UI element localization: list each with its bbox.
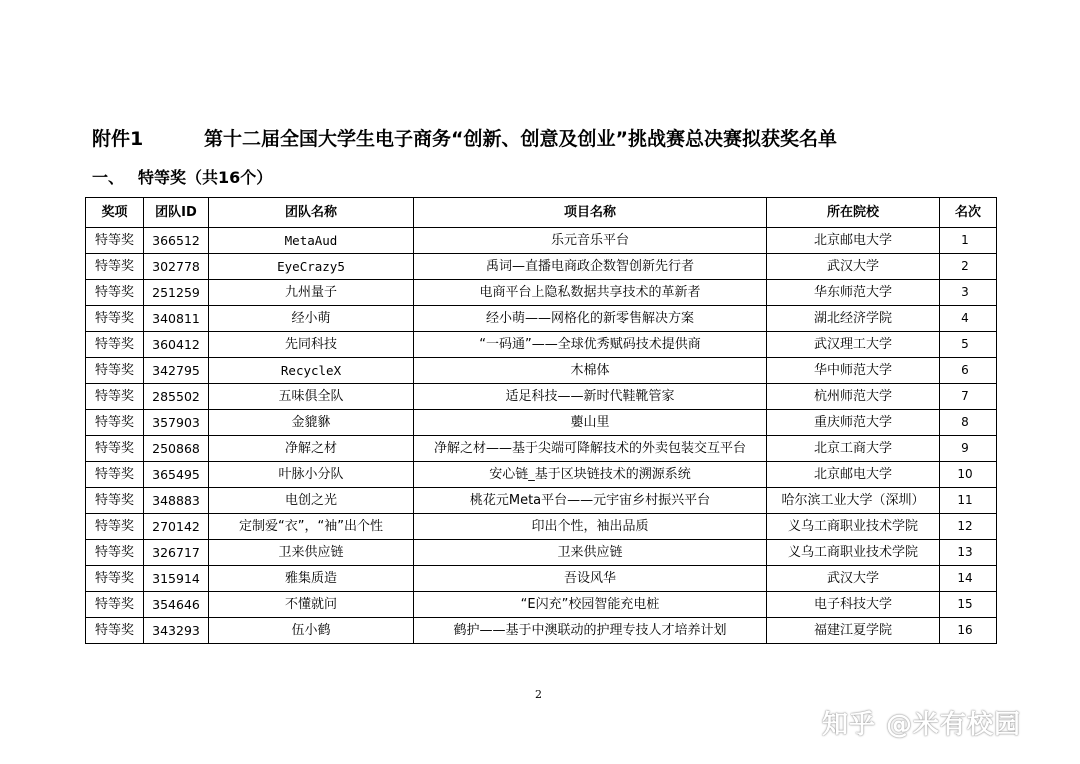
table-row [86,592,997,618]
table-row [86,462,997,488]
rank-cell: 5 [940,332,997,358]
header-award: 奖项 [86,198,144,228]
school-cell: 华中师范大学 [767,358,940,384]
rank-cell: 13 [940,540,997,566]
award-cell: 特等奖 [86,540,144,566]
rank-cell: 6 [940,358,997,384]
table-row [86,410,997,436]
team-id-cell: 326717 [144,540,209,566]
table-row [86,280,997,306]
school-cell: 北京工商大学 [767,436,940,462]
team-id-cell: 270142 [144,514,209,540]
table-row [86,228,997,254]
header-rank: 名次 [940,198,997,228]
table-row [86,618,997,644]
project-name-cell: “E闪充”校园智能充电桩 [414,592,767,618]
team-id-cell: 340811 [144,306,209,332]
table-row [86,306,997,332]
award-cell: 特等奖 [86,514,144,540]
rank-cell: 1 [940,228,997,254]
table-row [86,332,997,358]
team-name-cell: 五味俱全队 [209,384,414,410]
award-cell: 特等奖 [86,358,144,384]
school-cell: 北京邮电大学 [767,462,940,488]
watermark: 知乎 @米有校园 [822,710,1022,740]
header-team-name: 团队名称 [209,198,414,228]
project-name-cell: 适足科技——新时代鞋靴管家 [414,384,767,410]
team-id-cell: 348883 [144,488,209,514]
team-id-cell: 365495 [144,462,209,488]
award-cell: 特等奖 [86,384,144,410]
team-name-cell: 净解之材 [209,436,414,462]
section-title: 特等奖（共16个） [138,168,273,187]
award-cell: 特等奖 [86,228,144,254]
team-name-cell: 定制爱“衣”，“袖”出个性 [209,514,414,540]
team-name-cell: 卫来供应链 [209,540,414,566]
award-cell: 特等奖 [86,436,144,462]
rank-cell: 11 [940,488,997,514]
rank-cell: 3 [940,280,997,306]
school-cell: 电子科技大学 [767,592,940,618]
rank-cell: 14 [940,566,997,592]
rank-cell: 16 [940,618,997,644]
school-cell: 武汉理工大学 [767,332,940,358]
award-cell: 特等奖 [86,618,144,644]
award-cell: 特等奖 [86,332,144,358]
school-cell: 北京邮电大学 [767,228,940,254]
rank-cell: 4 [940,306,997,332]
project-name-cell: “一码通”——全球优秀赋码技术提供商 [414,332,767,358]
team-id-cell: 366512 [144,228,209,254]
table-row [86,254,997,280]
team-id-cell: 285502 [144,384,209,410]
section-heading [92,165,272,188]
school-cell: 哈尔滨工业大学（深圳） [767,488,940,514]
team-id-cell: 343293 [144,618,209,644]
award-cell: 特等奖 [86,462,144,488]
team-name-cell: 先同科技 [209,332,414,358]
header-team-id: 团队ID [144,198,209,228]
award-cell: 特等奖 [86,410,144,436]
project-name-cell: 经小萌——网格化的新零售解决方案 [414,306,767,332]
project-name-cell: 鹤护——基于中澳联动的护理专技人才培养计划 [414,618,767,644]
page-number: 2 [535,688,542,701]
rank-cell: 9 [940,436,997,462]
school-cell: 武汉大学 [767,254,940,280]
school-cell: 华东师范大学 [767,280,940,306]
team-id-cell: 357903 [144,410,209,436]
award-cell: 特等奖 [86,592,144,618]
project-name-cell: 卫来供应链 [414,540,767,566]
school-cell: 义乌工商职业技术学院 [767,514,940,540]
rank-cell: 2 [940,254,997,280]
header-project-name: 项目名称 [414,198,767,228]
project-name-cell: 木棉体 [414,358,767,384]
rank-cell: 8 [940,410,997,436]
team-name-cell: 经小萌 [209,306,414,332]
award-cell: 特等奖 [86,280,144,306]
rank-cell: 15 [940,592,997,618]
team-name-cell: 金貔貅 [209,410,414,436]
team-id-cell: 302778 [144,254,209,280]
table-body [86,228,997,644]
rank-cell: 7 [940,384,997,410]
award-cell: 特等奖 [86,254,144,280]
table-row [86,566,997,592]
project-name-cell: 乐元音乐平台 [414,228,767,254]
team-id-cell: 360412 [144,332,209,358]
table-row [86,540,997,566]
section-number: 一、 [92,168,125,187]
team-id-cell: 354646 [144,592,209,618]
table-row [86,358,997,384]
rank-cell: 12 [940,514,997,540]
project-name-cell: 吾设风华 [414,566,767,592]
team-id-cell: 315914 [144,566,209,592]
award-cell: 特等奖 [86,566,144,592]
school-cell: 重庆师范大学 [767,410,940,436]
project-name-cell: 禹词—直播电商政企数智创新先行者 [414,254,767,280]
school-cell: 福建江夏学院 [767,618,940,644]
project-name-cell: 桃花元Meta平台——元宇宙乡村振兴平台 [414,488,767,514]
school-cell: 武汉大学 [767,566,940,592]
table-row [86,514,997,540]
team-name-cell: EyeCrazy5 [209,254,414,280]
table-row [86,384,997,410]
table-row [86,488,997,514]
project-name-cell: 安心链_基于区块链技术的溯源系统 [414,462,767,488]
team-name-cell: 伍小鹤 [209,618,414,644]
school-cell: 湖北经济学院 [767,306,940,332]
awards-table [85,197,997,644]
project-name-cell: 蘡山里 [414,410,767,436]
team-id-cell: 250868 [144,436,209,462]
school-cell: 义乌工商职业技术学院 [767,540,940,566]
rank-cell: 10 [940,462,997,488]
team-name-cell: 不懂就问 [209,592,414,618]
project-name-cell: 电商平台上隐私数据共享技术的革新者 [414,280,767,306]
school-cell: 杭州师范大学 [767,384,940,410]
table-header-row [86,198,997,228]
attachment-label: 附件1 [92,128,144,150]
team-id-cell: 342795 [144,358,209,384]
team-name-cell: 雅集质造 [209,566,414,592]
team-name-cell: MetaAud [209,228,414,254]
project-name-cell: 净解之材——基于尖端可降解技术的外卖包装交互平台 [414,436,767,462]
document-title: 第十二届全国大学生电子商务“创新、创意及创业”挑战赛总决赛拟获奖名单 [204,128,837,150]
team-name-cell: 叶脉小分队 [209,462,414,488]
award-cell: 特等奖 [86,306,144,332]
table-row [86,436,997,462]
header-school: 所在院校 [767,198,940,228]
team-name-cell: 电创之光 [209,488,414,514]
team-name-cell: RecycleX [209,358,414,384]
team-id-cell: 251259 [144,280,209,306]
team-name-cell: 九州量子 [209,280,414,306]
award-cell: 特等奖 [86,488,144,514]
project-name-cell: 印出个性，袖出品质 [414,514,767,540]
